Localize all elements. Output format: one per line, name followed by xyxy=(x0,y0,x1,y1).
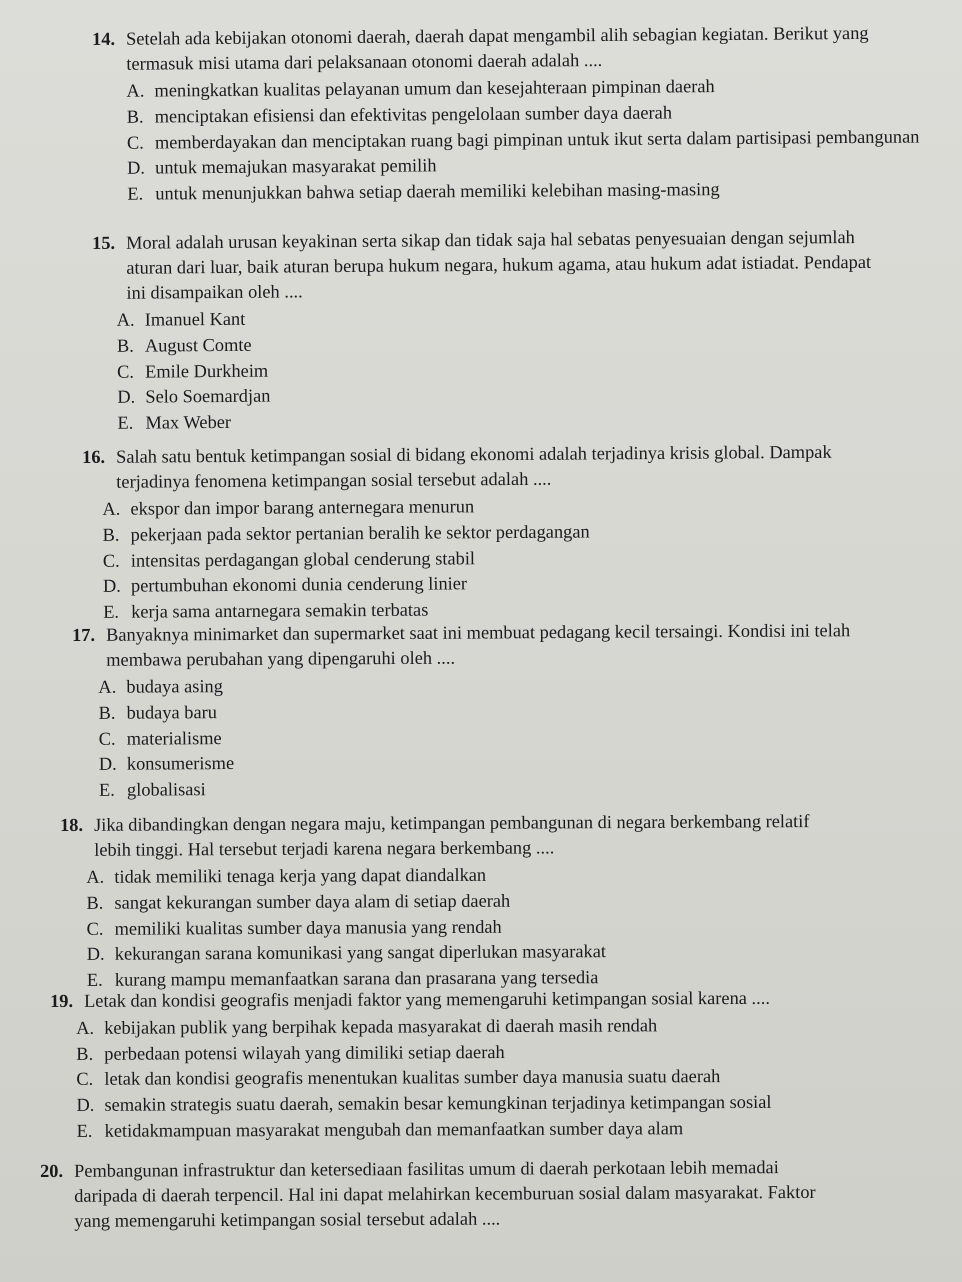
option-text: budaya baru xyxy=(126,701,217,723)
option-b xyxy=(76,1039,934,1065)
question-stem xyxy=(92,21,934,78)
option-d xyxy=(99,748,935,775)
question-number: 14. xyxy=(92,28,116,49)
option-text: Emile Durkheim xyxy=(145,360,269,382)
option-text: materialisme xyxy=(126,727,222,749)
option-list xyxy=(126,74,935,205)
option-c xyxy=(76,1065,934,1091)
question-stem xyxy=(50,986,934,1015)
question-stem xyxy=(60,809,934,864)
stem-line: Banyaknya minimarket dan supermarket saat ini membuat pedagang kecil tersaingi. Kondisi ini telah xyxy=(106,620,851,645)
stem-line: termasuk misi utama dari pelaksanaan otonomi daerah adalah .... xyxy=(126,50,603,74)
option-e xyxy=(99,774,935,801)
option-letter: B. xyxy=(98,702,116,723)
option-a xyxy=(98,671,934,698)
question-17 xyxy=(72,619,935,805)
option-text: tidak memiliki tenaga kerja yang dapat diandalkan xyxy=(114,864,487,887)
option-text: globalisasi xyxy=(126,779,206,800)
stem-line: daripada di daerah terpencil. Hal ini dapat melahirkan kecemburuan sosial dalam masyarakat. Faktor xyxy=(74,1182,816,1206)
stem-line: Salah satu bentuk ketimpangan sosial di bidang ekonomi adalah terjadinya krisis global. Dampak xyxy=(116,441,832,467)
question-16 xyxy=(82,440,935,626)
option-text: meningkatkan kualitas pelayanan umum dan kesejahteraan pimpinan daerah xyxy=(154,76,715,101)
option-letter: E. xyxy=(117,412,134,433)
option-c xyxy=(117,354,935,383)
option-letter: D. xyxy=(86,943,105,965)
question-18 xyxy=(60,809,935,994)
option-text: memberdayakan dan menciptakan ruang bagi pimpinan untuk ikut serta dalam partisipasi pembangunan xyxy=(154,126,920,153)
option-e xyxy=(77,1116,935,1142)
question-number: 20. xyxy=(40,1160,64,1181)
option-letter: D. xyxy=(127,157,146,178)
option-text: ketidakmampuan masyarakat mengubah dan memanfaatkan sumber daya alam xyxy=(104,1118,684,1141)
option-letter: C. xyxy=(102,550,120,571)
option-e xyxy=(127,176,935,204)
stem-line: Jika dibandingkan dengan negara maju, ketimpangan pembangunan di negara berkembang relatif xyxy=(94,811,810,835)
option-text: pekerjaan pada sektor pertanian beralih ke sektor perdagangan xyxy=(130,521,590,545)
stem-line: terjadinya fenomena ketimpangan sosial tersebut adalah .... xyxy=(116,468,552,492)
stem-line: yang memengaruhi ketimpangan sosial tersebut adalah .... xyxy=(74,1208,501,1231)
option-letter: D. xyxy=(98,753,117,775)
option-d xyxy=(117,380,935,409)
option-d xyxy=(76,1090,934,1116)
question-stem xyxy=(40,1155,934,1235)
option-text: konsumerisme xyxy=(126,753,235,774)
option-letter: B. xyxy=(86,892,104,913)
question-number: 19. xyxy=(50,990,74,1011)
option-text: semakin strategis suatu daerah, semakin besar kemungkinan terjadinya ketimpangan sosial xyxy=(104,1091,772,1115)
option-letter: A. xyxy=(98,676,117,697)
option-text: menciptakan efisiensi dan efektivitas pengelolaan sumber daya daerah xyxy=(154,102,673,127)
option-text: ekspor dan impor barang anternegara menurun xyxy=(130,496,475,519)
option-text: untuk menunjukkan bahwa setiap daerah memiliki kelebihan masing-masing xyxy=(155,178,720,204)
option-letter: C. xyxy=(117,361,135,382)
option-letter: B. xyxy=(126,106,144,127)
option-b xyxy=(127,99,935,127)
option-letter: A. xyxy=(76,1017,95,1038)
option-c xyxy=(99,722,935,749)
option-b xyxy=(86,887,934,914)
option-letter: C. xyxy=(86,918,104,939)
stem-line: aturan dari luar, baik aturan berupa hukum negara, hukum agama, atau hukum adat istiadat. Pendapat xyxy=(126,251,872,278)
option-text: sangat kekurangan sumber daya alam di setiap daerah xyxy=(114,890,511,913)
stem-line: membawa perubahan yang dipengaruhi oleh .... xyxy=(106,647,456,670)
option-list xyxy=(86,862,935,991)
option-d xyxy=(127,151,935,179)
option-letter: E. xyxy=(86,969,103,990)
question-stem xyxy=(72,619,934,674)
option-letter: E. xyxy=(98,779,115,800)
option-letter: D. xyxy=(76,1094,95,1115)
stem-line: Moral adalah urusan keyakinan serta sikap dan tidak saja hal sebatas penyesuaian dengan sejumlah xyxy=(126,227,855,253)
option-a xyxy=(117,303,935,332)
question-stem xyxy=(92,225,935,307)
option-a xyxy=(86,862,934,889)
option-text: Selo Soemardjan xyxy=(145,385,271,407)
option-e xyxy=(117,405,935,434)
option-a xyxy=(76,1013,934,1039)
option-text: August Comte xyxy=(144,334,252,356)
option-letter: B. xyxy=(76,1043,94,1064)
stem-line: lebih tinggi. Hal tersebut terjadi karena negara berkembang .... xyxy=(94,837,555,860)
option-a xyxy=(126,74,934,102)
option-text: kerja sama antarnegara semakin terbatas xyxy=(131,599,429,622)
option-text: perbedaan potensi wilayah yang dimiliki setiap daerah xyxy=(104,1041,505,1064)
option-letter: D. xyxy=(102,575,121,597)
stem-line: Pembangunan infrastruktur dan ketersediaan fasilitas umum di daerah perkotaan lebih memadai xyxy=(74,1157,779,1181)
option-b xyxy=(103,518,935,546)
option-text: kurang mampu memanfaatkan sarana dan prasarana yang tersedia xyxy=(114,967,599,990)
stem-line: Setelah ada kebijakan otonomi daerah, daerah dapat mengambil alih sebagian kegiatan. Berikut yang xyxy=(126,22,869,49)
option-letter: C. xyxy=(76,1069,94,1090)
option-c xyxy=(127,125,935,153)
option-text: Max Weber xyxy=(145,411,232,433)
question-stem xyxy=(82,440,934,496)
question-15 xyxy=(92,225,936,437)
option-b xyxy=(117,328,935,357)
option-letter: E. xyxy=(103,601,120,622)
option-b xyxy=(98,697,934,724)
option-text: budaya asing xyxy=(126,676,223,697)
question-14 xyxy=(92,21,935,208)
option-text: untuk memajukan masyarakat pemilih xyxy=(155,155,437,178)
option-list xyxy=(102,492,935,623)
option-list xyxy=(117,303,936,434)
question-number: 18. xyxy=(60,814,84,835)
question-number: 17. xyxy=(72,624,96,645)
question-20 xyxy=(40,1155,934,1235)
option-text: Imanuel Kant xyxy=(144,309,246,330)
stem-line: Letak dan kondisi geografis menjadi faktor yang memengaruhi ketimpangan sosial karena .... xyxy=(84,987,770,1011)
option-letter: C. xyxy=(98,728,116,749)
option-text: memiliki kualitas sumber daya manusia yang rendah xyxy=(114,916,502,939)
option-letter: E. xyxy=(76,1120,93,1141)
option-letter: C. xyxy=(126,132,144,153)
option-letter: B. xyxy=(102,524,120,545)
option-letter: A. xyxy=(126,80,145,101)
option-a xyxy=(102,492,934,520)
option-d xyxy=(103,569,935,597)
option-c xyxy=(103,544,935,572)
option-letter: E. xyxy=(127,183,144,204)
question-19 xyxy=(50,986,935,1145)
option-letter: A. xyxy=(86,866,105,888)
option-letter: D. xyxy=(117,386,136,408)
option-letter: A. xyxy=(102,498,121,520)
option-text: intensitas perdagangan global cenderung stabil xyxy=(130,547,476,571)
question-number: 15. xyxy=(92,232,116,253)
option-letter: B. xyxy=(116,335,134,356)
option-text: kekurangan sarana komunikasi yang sangat diperlukan masyarakat xyxy=(114,941,607,964)
option-list xyxy=(76,1013,935,1142)
stem-line: ini disampaikan oleh .... xyxy=(126,281,303,303)
option-c xyxy=(87,913,935,940)
option-text: pertumbuhan ekonomi dunia cenderung linier xyxy=(130,573,468,596)
option-text: kebijakan publik yang berpihak kepada masyarakat di daerah masih rendah xyxy=(104,1015,658,1038)
option-list xyxy=(98,671,935,801)
option-text: letak dan kondisi geografis menentukan kualitas sumber daya manusia suatu daerah xyxy=(104,1066,721,1090)
question-number: 16. xyxy=(82,446,106,467)
option-letter: A. xyxy=(116,309,135,331)
option-d xyxy=(87,939,935,966)
